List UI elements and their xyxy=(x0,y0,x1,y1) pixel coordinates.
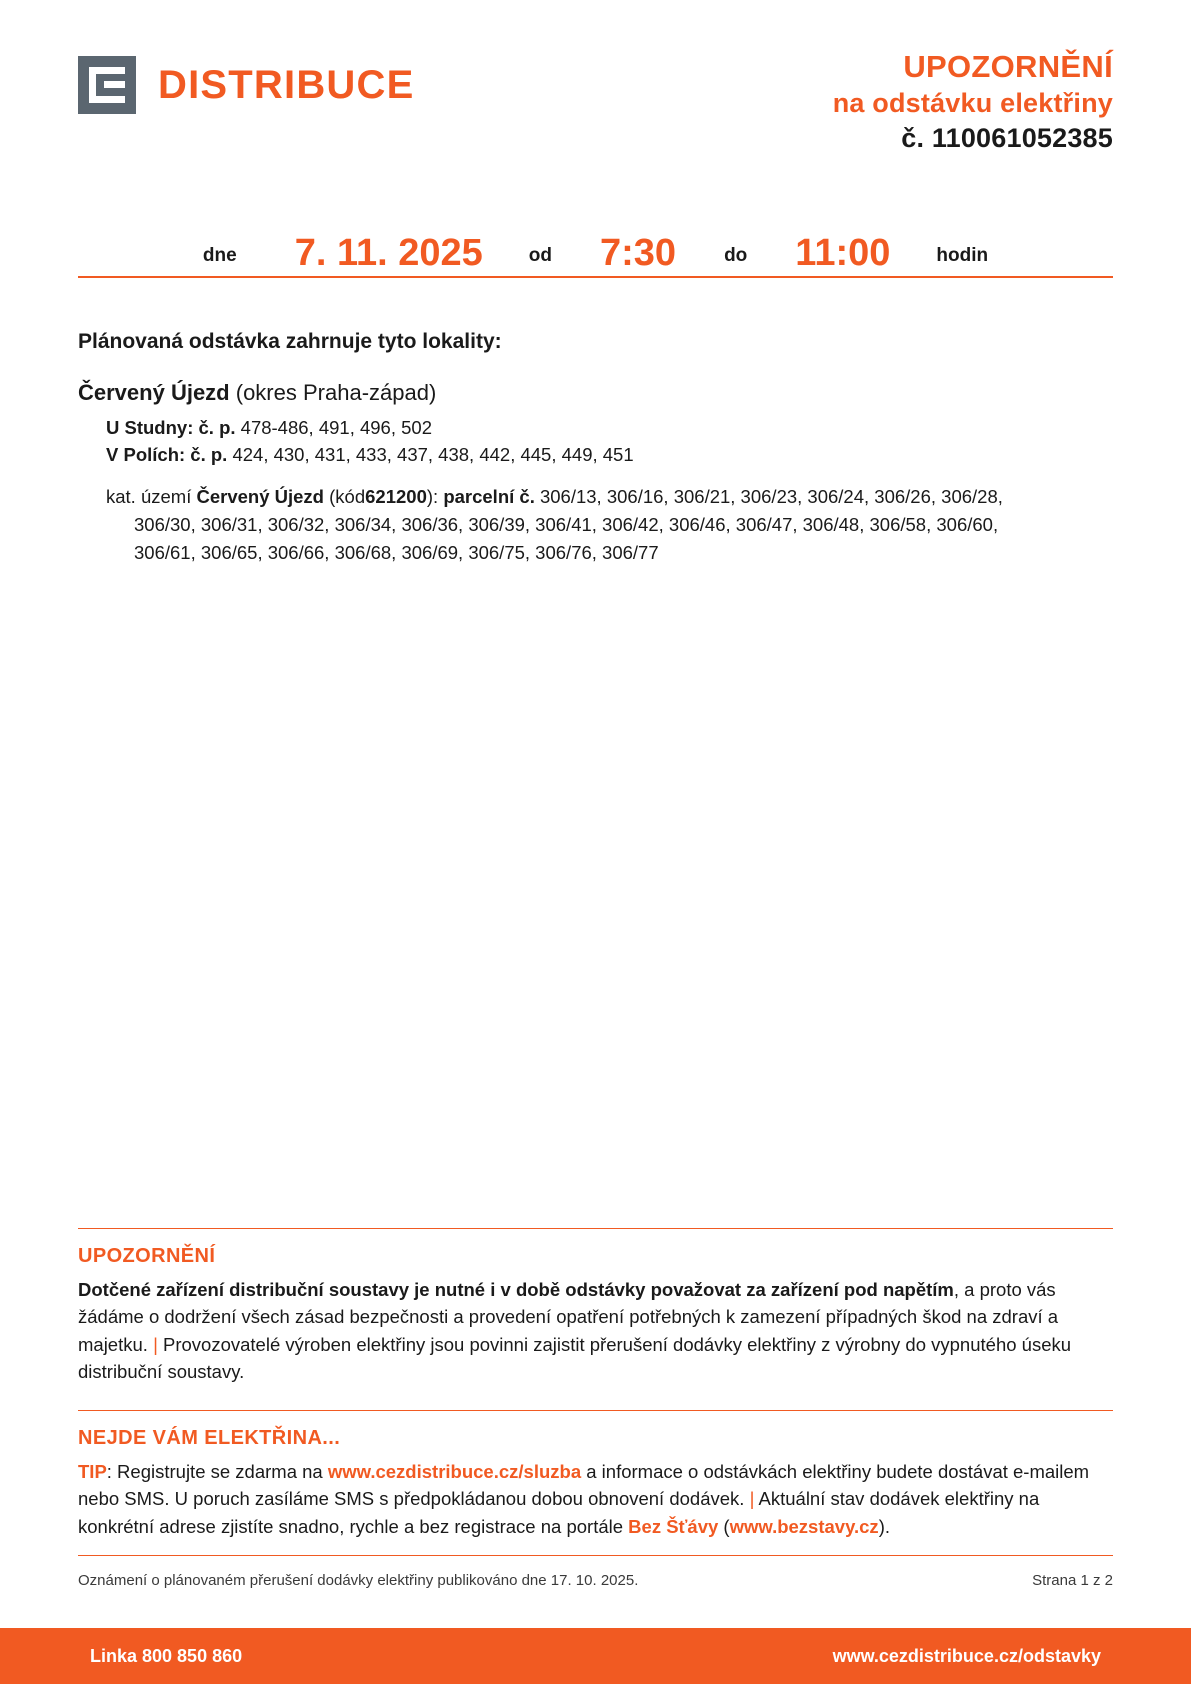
tip-colon: : xyxy=(106,1461,112,1482)
cadastre-area: Červený Újezd xyxy=(196,486,324,508)
link-cezdistribuce-sluzba[interactable]: www.cezdistribuce.cz/sluzba xyxy=(327,1461,582,1482)
outage-datetime-bar xyxy=(78,222,1113,278)
cadastre-row xyxy=(78,483,1113,567)
footer-web-link[interactable]: www.cezdistribuce.cz/odstavky xyxy=(832,1645,1101,1666)
street-name: U Studny: xyxy=(106,416,194,438)
warning-lead-bold: Dotčené zařízení distribuční soustavy je nutné i v době odstávky považovat za zařízení pod napětím xyxy=(78,1279,954,1300)
localities-heading: Plánovaná odstávka zahrnuje tyto lokality: xyxy=(78,330,502,353)
label-dne: dne xyxy=(202,245,237,266)
street-numbers: 424, 430, 431, 433, 437, 438, 442, 445, 449, 451 xyxy=(232,444,634,466)
label-od: od xyxy=(528,245,552,266)
cez-logo-icon xyxy=(78,56,136,114)
localities-block xyxy=(78,378,1113,568)
warning-notice-block xyxy=(78,1245,1113,1386)
label-hodin: hodin xyxy=(936,245,989,266)
cadastre-code: 621200 xyxy=(365,486,427,508)
brand-lockup xyxy=(78,56,414,114)
municipality-line xyxy=(78,378,1113,408)
tip-text-5: ). xyxy=(878,1515,890,1537)
tip-notice-block xyxy=(78,1427,1113,1540)
footer-meta xyxy=(78,1572,1113,1589)
cadastre-prefix: kat. území xyxy=(106,486,192,508)
outage-date: 7. 11. 2025 xyxy=(294,232,483,274)
street-row xyxy=(78,441,1113,469)
brand-wordmark: DISTRIBUCE xyxy=(158,63,415,107)
page-number: Strana 1 z 2 xyxy=(1032,1572,1113,1589)
tip-text-1: Registrujte se zdarma na xyxy=(111,1461,328,1482)
link-bezstavy[interactable]: www.bezstavy.cz xyxy=(729,1515,879,1537)
tip-notice-title: NEJDE VÁM ELEKTŘINA... xyxy=(78,1427,341,1449)
footer-contact-bar xyxy=(0,1628,1191,1684)
warning-separator: | xyxy=(153,1333,158,1355)
warning-notice-title: UPOZORNĚNÍ xyxy=(78,1245,216,1267)
tip-text-2: a informace o odstávkách elektřiny budete dostávat e-mailem nebo SMS. U poruch zasíláme SMS s předpokládanou dobou obnovení dodávek. xyxy=(78,1461,1090,1510)
page-subtitle: na odstávku elektřiny xyxy=(832,88,1113,119)
parcel-label: parcelní č. xyxy=(443,486,535,508)
page-header xyxy=(78,48,1113,168)
page-title: UPOZORNĚNÍ xyxy=(903,49,1113,84)
parcel-list-line-2: 306/30, 306/31, 306/32, 306/34, 306/36, 306/39, 306/41, 306/42, 306/46, 306/47, 306/48, 306/58, 306/60, xyxy=(134,514,999,536)
warning-text-second: Provozovatelé výroben elektřiny jsou povinni zajistit přerušení dodávky elektřiny z výrobny do vypnutého úseku distribuční soustavy. xyxy=(78,1333,1072,1383)
municipality-name: Červený Újezd xyxy=(78,380,230,405)
parcel-list-line-3: 306/61, 306/65, 306/66, 306/68, 306/69, 306/75, 306/76, 306/77 xyxy=(134,542,659,564)
warning-notice-body xyxy=(78,1276,1113,1386)
outage-time-to: 11:00 xyxy=(795,232,891,274)
cadastre-code-suffix: ): xyxy=(426,486,439,508)
divider-above-tip xyxy=(78,1410,1113,1411)
divider-above-footer xyxy=(78,1555,1113,1556)
publication-note: Oznámení o plánovaném přerušení dodávky elektřiny publikováno dne 17. 10. 2025. xyxy=(78,1572,639,1589)
footer-phone: Linka 800 850 860 xyxy=(90,1645,243,1666)
street-cp-label: č. p. xyxy=(190,444,228,466)
municipality-district: (okres Praha-západ) xyxy=(235,380,437,405)
divider-above-warning xyxy=(78,1228,1113,1229)
tip-text-3: Aktuální stav dodávek elektřiny na konkrétní adrese zjistíte snadno, rychle a bez registrace na portále xyxy=(78,1488,1040,1537)
tip-text-4: ( xyxy=(718,1515,730,1537)
label-do: do xyxy=(724,245,748,266)
street-cp-label: č. p. xyxy=(198,416,236,438)
header-title-group xyxy=(833,48,1113,156)
notice-number: č. 110061052385 xyxy=(901,122,1113,153)
street-name: V Polích: xyxy=(106,444,186,466)
outage-time-from: 7:30 xyxy=(600,232,677,274)
cadastre-code-label: (kód xyxy=(329,486,366,508)
street-numbers: 478-486, 491, 496, 502 xyxy=(240,416,432,438)
street-row xyxy=(78,414,1113,442)
brand-bez-stavy: Bez Šťávy xyxy=(628,1515,719,1537)
tip-label: TIP xyxy=(78,1461,107,1482)
tip-notice-body xyxy=(78,1458,1113,1540)
parcel-list-line-1: 306/13, 306/16, 306/21, 306/23, 306/24, 306/26, 306/28, xyxy=(539,486,1003,508)
warning-text-after-lead: , a proto vás žádáme o dodržení všech zásad bezpečnosti a provedení opatření potřebných k zamezení případných škod na zdraví a majetku. xyxy=(78,1279,1059,1355)
tip-separator: | xyxy=(749,1488,755,1510)
